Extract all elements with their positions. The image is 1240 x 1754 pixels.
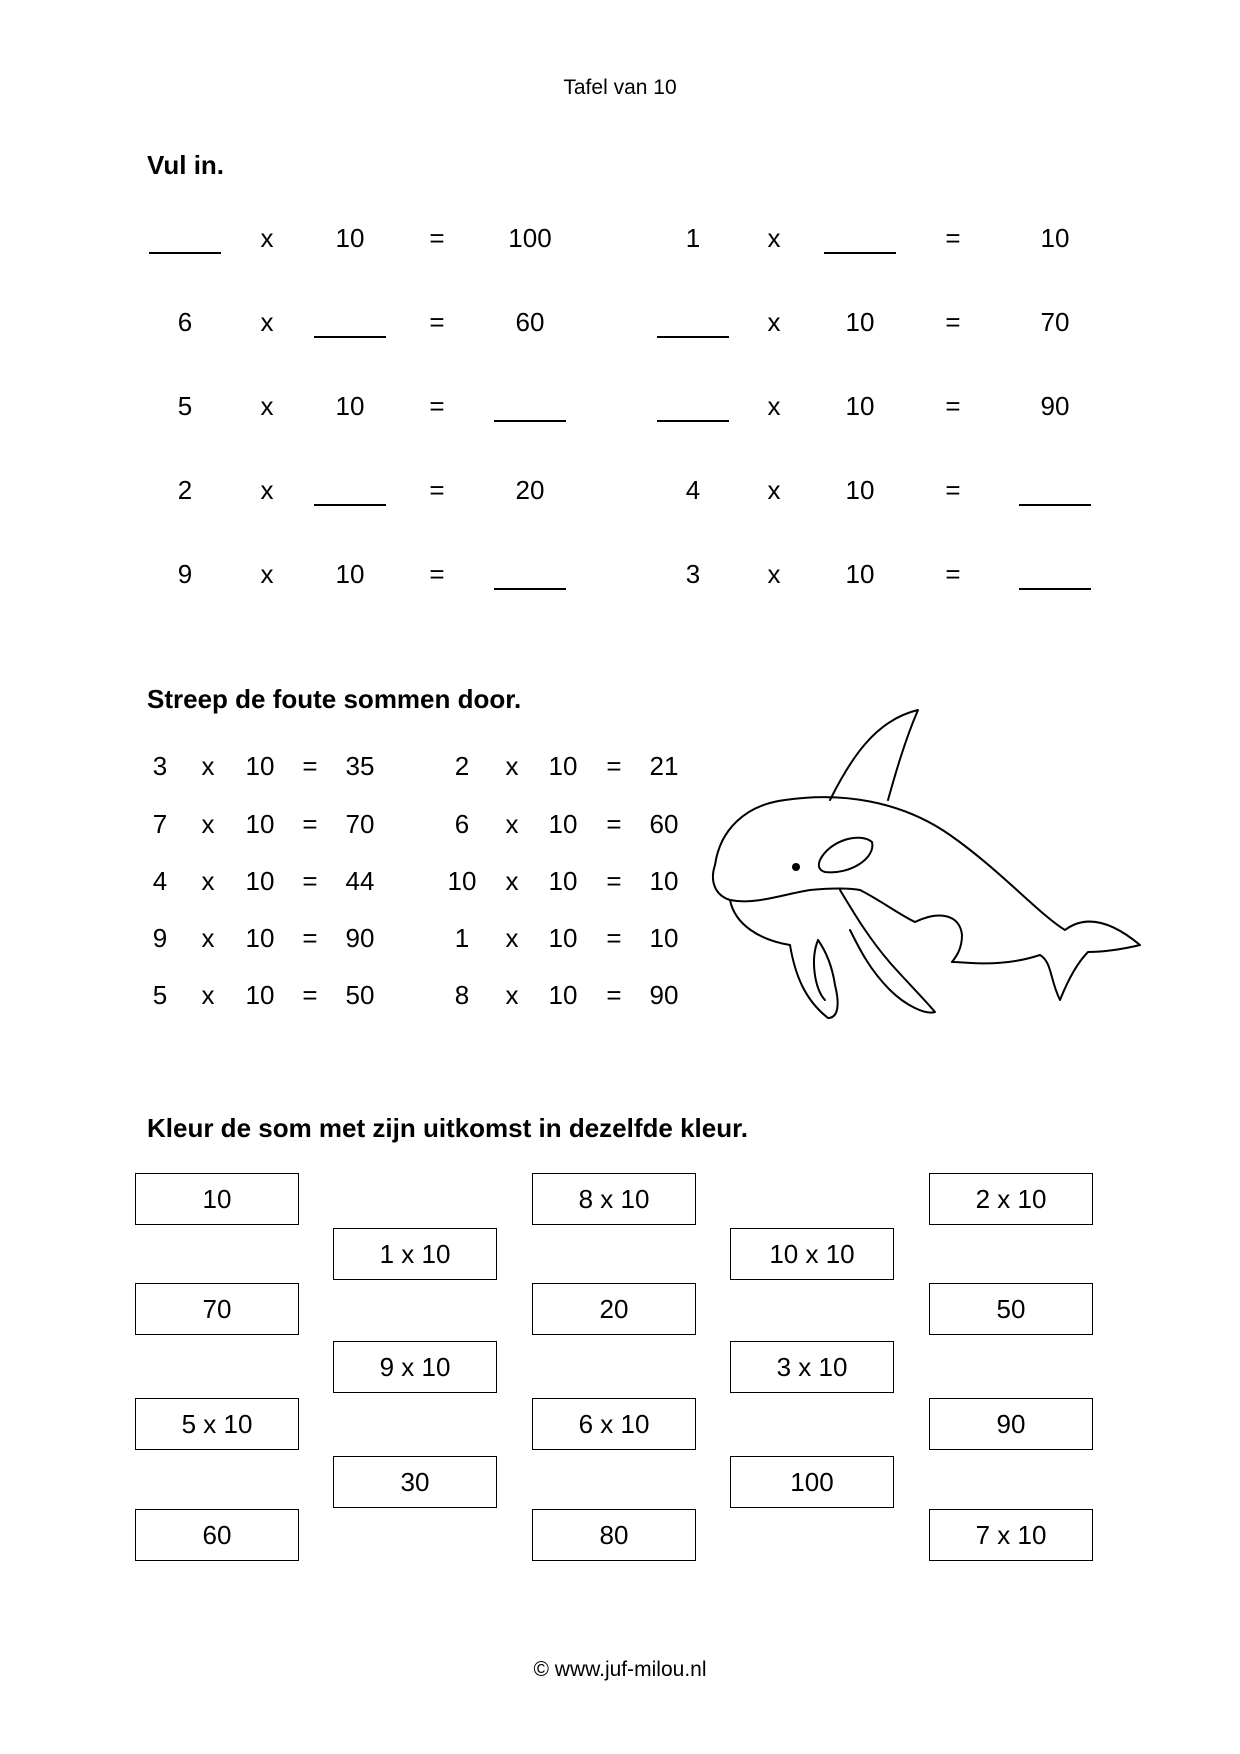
equation-term: 10 xyxy=(245,866,275,896)
equation-term: 2 xyxy=(177,475,193,505)
equation-term: x xyxy=(505,980,519,1010)
match-box[interactable]: 9 x 10 xyxy=(333,1341,497,1393)
equation-term: 35 xyxy=(345,751,375,781)
equation-term: x xyxy=(767,391,781,421)
equation-term: 10 xyxy=(548,923,578,953)
equation-term: 3 xyxy=(152,751,168,781)
equation-term: = xyxy=(302,980,318,1010)
equation-term: = xyxy=(606,866,622,896)
equation-term: x xyxy=(767,223,781,253)
match-box[interactable]: 8 x 10 xyxy=(532,1173,696,1225)
equation-term: 10 xyxy=(548,866,578,896)
match-box[interactable]: 100 xyxy=(730,1456,894,1508)
equation-term: = xyxy=(429,307,445,337)
equation-term: x xyxy=(505,866,519,896)
answer-blank[interactable] xyxy=(470,390,590,422)
footer-copyright: © www.juf-milou.nl xyxy=(533,1658,707,1681)
section3-heading: Kleur de som met zijn uitkomst in dezelfde kleur. xyxy=(147,1113,749,1143)
equation-term: 5 xyxy=(152,980,168,1010)
equation-term: x xyxy=(260,559,274,589)
equation-term: 4 xyxy=(152,866,168,896)
equation-term: = xyxy=(302,923,318,953)
match-box[interactable]: 10 xyxy=(135,1173,299,1225)
equation-term: 10 xyxy=(548,980,578,1010)
equation-term: = xyxy=(945,307,961,337)
equation-term: 6 xyxy=(177,307,193,337)
equation-term: 9 xyxy=(152,923,168,953)
equation-term: 100 xyxy=(508,223,552,253)
match-box[interactable]: 1 x 10 xyxy=(333,1228,497,1280)
equation-term: 90 xyxy=(345,923,375,953)
equation-term: 90 xyxy=(649,980,679,1010)
match-box[interactable]: 60 xyxy=(135,1509,299,1561)
equation-term: = xyxy=(429,475,445,505)
equation-term: x xyxy=(767,559,781,589)
equation-term: 10 xyxy=(845,559,875,589)
orca-illustration xyxy=(700,700,1150,1040)
equation-term: x xyxy=(260,307,274,337)
equation-term: = xyxy=(429,559,445,589)
equation-term: 10 xyxy=(335,223,365,253)
equation-term: 10 xyxy=(245,809,275,839)
match-box[interactable]: 30 xyxy=(333,1456,497,1508)
equation-term: 6 xyxy=(454,809,470,839)
equation-term: 9 xyxy=(177,559,193,589)
equation-term: 10 xyxy=(245,751,275,781)
equation-term: = xyxy=(429,391,445,421)
equation-term: x xyxy=(201,980,215,1010)
match-box[interactable]: 20 xyxy=(532,1283,696,1335)
equation-term: 10 xyxy=(447,866,477,896)
equation-term: = xyxy=(606,809,622,839)
match-box[interactable]: 10 x 10 xyxy=(730,1228,894,1280)
equation-term: 1 xyxy=(685,223,701,253)
equation-term: 8 xyxy=(454,980,470,1010)
equation-term: x xyxy=(505,751,519,781)
equation-term: x xyxy=(201,751,215,781)
equation-term: x xyxy=(201,866,215,896)
equation-term: = xyxy=(606,751,622,781)
equation-term: 60 xyxy=(649,809,679,839)
match-box[interactable]: 6 x 10 xyxy=(532,1398,696,1450)
equation-term: 1 xyxy=(454,923,470,953)
equation-term: = xyxy=(945,475,961,505)
equation-term: 10 xyxy=(845,475,875,505)
match-box[interactable]: 3 x 10 xyxy=(730,1341,894,1393)
section1-heading: Vul in. xyxy=(147,150,225,180)
equation-term: 70 xyxy=(345,809,375,839)
equation-term: = xyxy=(945,223,961,253)
equation-term: 90 xyxy=(1040,391,1070,421)
equation-term: x xyxy=(260,475,274,505)
equation-term: 10 xyxy=(548,809,578,839)
equation-term: x xyxy=(201,809,215,839)
equation-term: 3 xyxy=(685,559,701,589)
match-box[interactable]: 7 x 10 xyxy=(929,1509,1093,1561)
equation-term: 20 xyxy=(515,475,545,505)
equation-term: 10 xyxy=(649,923,679,953)
equation-term: = xyxy=(302,751,318,781)
equation-term: = xyxy=(302,866,318,896)
equation-term: 10 xyxy=(335,559,365,589)
equation-term: 10 xyxy=(335,391,365,421)
equation-term: = xyxy=(429,223,445,253)
equation-term: = xyxy=(606,980,622,1010)
equation-term: 10 xyxy=(845,391,875,421)
equation-term: 10 xyxy=(245,980,275,1010)
page-title: Tafel van 10 xyxy=(563,76,677,99)
equation-term: 10 xyxy=(548,751,578,781)
equation-term: x xyxy=(505,809,519,839)
equation-term: 2 xyxy=(454,751,470,781)
equation-term: 60 xyxy=(515,307,545,337)
answer-blank[interactable] xyxy=(995,474,1115,506)
equation-term: 10 xyxy=(649,866,679,896)
equation-term: 44 xyxy=(345,866,375,896)
equation-term: x xyxy=(767,475,781,505)
equation-term: x xyxy=(767,307,781,337)
answer-blank[interactable] xyxy=(470,558,590,590)
equation-term: x xyxy=(260,391,274,421)
match-box[interactable]: 50 xyxy=(929,1283,1093,1335)
equation-term: x xyxy=(260,223,274,253)
answer-blank[interactable] xyxy=(995,558,1115,590)
equation-term: 50 xyxy=(345,980,375,1010)
equation-term: = xyxy=(302,809,318,839)
equation-term: 5 xyxy=(177,391,193,421)
match-box[interactable]: 80 xyxy=(532,1509,696,1561)
equation-term: 21 xyxy=(649,751,679,781)
match-box[interactable]: 70 xyxy=(135,1283,299,1335)
equation-term: = xyxy=(606,923,622,953)
section2-heading: Streep de foute sommen door. xyxy=(147,684,522,714)
match-box[interactable]: 5 x 10 xyxy=(135,1398,299,1450)
equation-term: = xyxy=(945,559,961,589)
equation-term: = xyxy=(945,391,961,421)
equation-term: 10 xyxy=(245,923,275,953)
match-box[interactable]: 2 x 10 xyxy=(929,1173,1093,1225)
match-box[interactable]: 90 xyxy=(929,1398,1093,1450)
equation-term: x xyxy=(201,923,215,953)
equation-term: x xyxy=(505,923,519,953)
equation-term: 10 xyxy=(845,307,875,337)
equation-term: 10 xyxy=(1040,223,1070,253)
equation-term: 4 xyxy=(685,475,701,505)
equation-term: 70 xyxy=(1040,307,1070,337)
equation-term: 7 xyxy=(152,809,168,839)
